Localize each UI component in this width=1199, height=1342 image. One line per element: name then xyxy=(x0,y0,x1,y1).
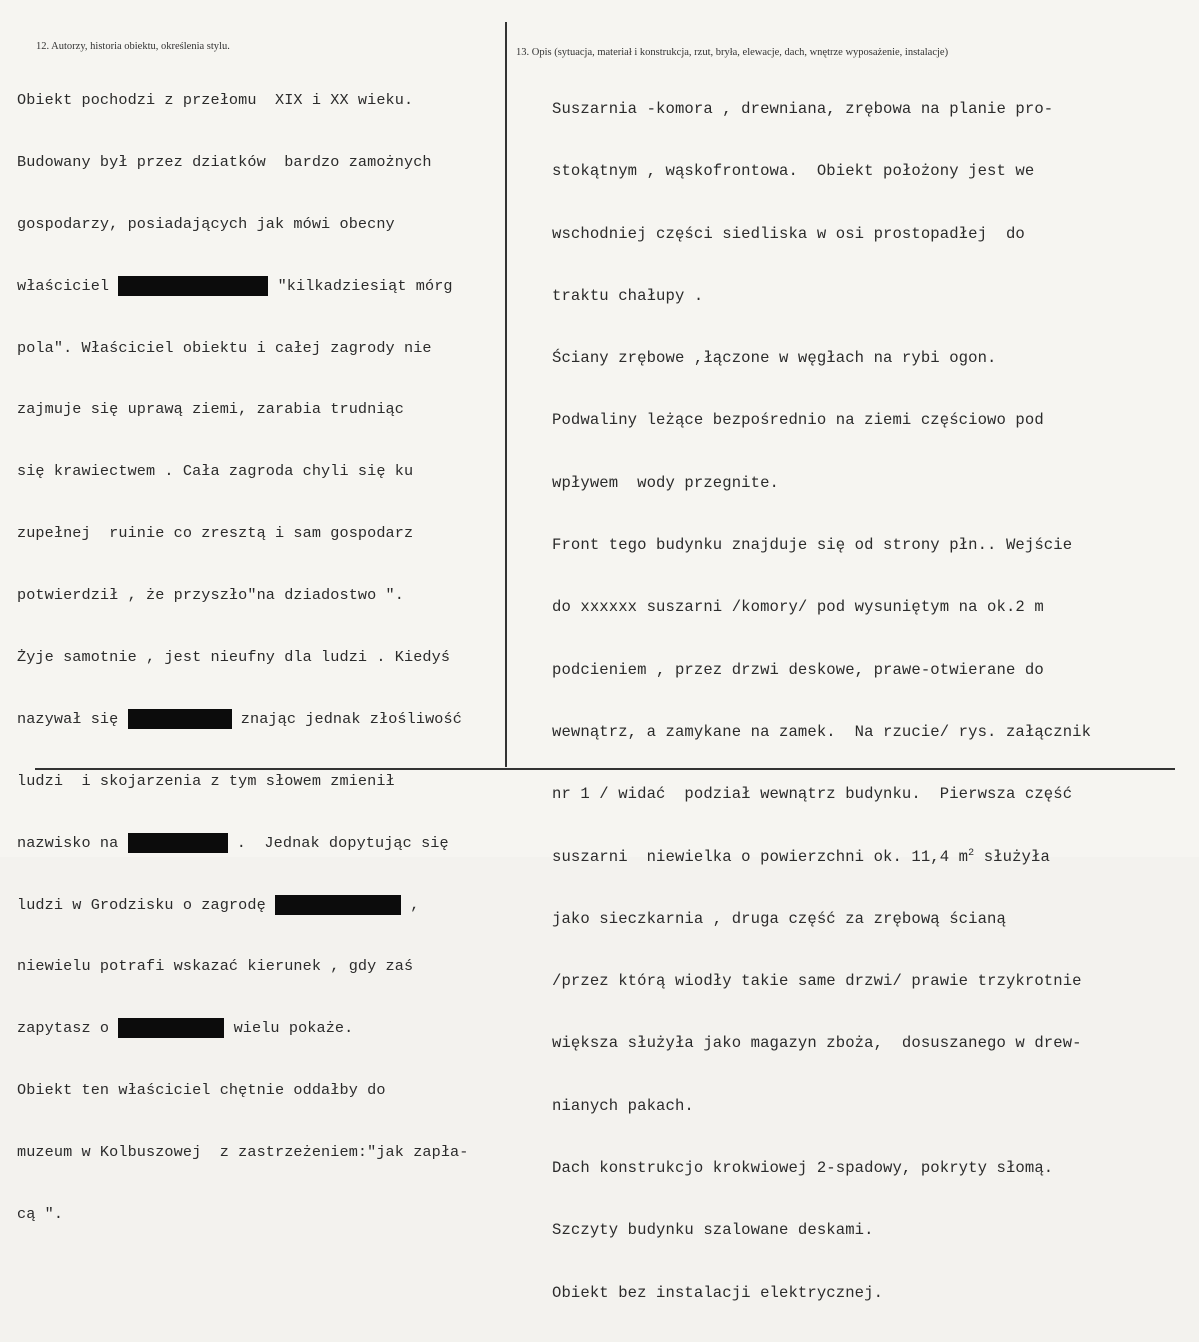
text-line: pola". Właściciel obiektu i całej zagrody nie xyxy=(17,338,432,357)
text-line: Obiekt pochodzi z przełomu XIX i XX wieku. xyxy=(17,91,414,109)
redaction-box xyxy=(128,709,232,729)
section-12-label: 12. Autorzy, historia obiektu, określenia stylu. xyxy=(36,41,230,52)
text-line: zupełnej ruinie co zresztą i sam gospodarz xyxy=(17,524,414,543)
text-line: Budowany był przez dziatków bardzo zamożnych xyxy=(17,152,432,171)
text-line: nr 1 / widać podział wewnątrz budynku. Pierwsza część xyxy=(552,785,1073,804)
text-line: /przez którą wiodły takie same drzwi/ prawie trzykrotnie xyxy=(552,972,1082,991)
text-fragment: . Jednak dopytując się xyxy=(227,833,449,852)
text-line: stokątnym , wąskofrontowa. Obiekt położony jest we xyxy=(552,162,1035,181)
text-line xyxy=(17,707,469,733)
text-line: Suszarnia -komora , drewniana, zrębowa na planie pro- xyxy=(552,100,1054,118)
text-line: Front tego budynku znajduje się od strony płn.. Wejście xyxy=(552,536,1073,555)
superscript: 2 xyxy=(968,847,975,859)
text-fragment: nazwisko na xyxy=(17,833,128,852)
text-fragment: , xyxy=(401,895,420,914)
description-text xyxy=(552,60,1091,1342)
text-line: cą ". xyxy=(17,1205,64,1224)
text-line: niewielu potrafi wskazać kierunek , gdy zaś xyxy=(17,957,414,976)
redaction-box xyxy=(118,276,268,296)
column-divider xyxy=(505,22,507,767)
text-line xyxy=(17,274,469,300)
history-text xyxy=(17,52,469,1264)
text-line: Podwaliny leżące bezpośrednio na ziemi częściowo pod xyxy=(552,411,1044,430)
text-fragment: "kilkadziesiąt mórg xyxy=(268,276,453,295)
text-line xyxy=(17,1016,469,1042)
text-line: muzeum w Kolbuszowej z zastrzeżeniem:"jak zapła- xyxy=(17,1143,469,1162)
text-fragment: znając jednak złośliwość xyxy=(231,709,462,728)
text-line: zajmuje się uprawą ziemi, zarabia trudniąc xyxy=(17,400,404,419)
text-line xyxy=(17,831,469,857)
text-fragment: służyła xyxy=(974,847,1050,866)
text-line: wewnątrz, a zamykane na zamek. Na rzucie/ rys. załącznik xyxy=(552,722,1092,741)
text-line: nianych pakach. xyxy=(552,1096,694,1115)
text-line: Dach konstrukcjo krokwiowej 2-spadowy, pokryty słomą. xyxy=(552,1159,1054,1178)
text-line: wpływem wody przegnite. xyxy=(552,473,779,492)
section-13-label: 13. Opis (sytuacja, materiał i konstrukcja, rzut, bryła, elewacje, dach, wnętrze wyposażenie, instalacje) xyxy=(516,47,949,58)
text-fragment: wielu pokaże. xyxy=(224,1019,354,1038)
text-line: podcieniem , przez drzwi deskowe, prawe-otwierane do xyxy=(552,660,1044,679)
text-fragment: nazywał się xyxy=(17,709,128,728)
text-line: większa służyła jako magazyn zboża, dosuszanego w drew- xyxy=(552,1034,1082,1053)
text-line: ludzi i skojarzenia z tym słowem zmienił xyxy=(17,771,395,790)
text-line: potwierdził , że przyszło"na dziadostwo ". xyxy=(17,586,404,605)
text-line: gospodarzy, posiadających jak mówi obecny xyxy=(17,214,395,233)
text-line: do xxxxxx suszarni /komory/ pod wysuniętym na ok.2 m xyxy=(552,598,1044,617)
redaction-box xyxy=(118,1018,224,1038)
text-line: wschodniej części siedliska w osi prostopadłej do xyxy=(552,224,1025,243)
text-fragment: ludzi w Grodzisku o zagrodę xyxy=(17,895,275,914)
redaction-box xyxy=(128,833,228,853)
text-fragment: suszarni niewielka o powierzchni ok. 11,4 m xyxy=(552,847,969,866)
text-line: traktu chałupy . xyxy=(552,286,704,305)
text-line xyxy=(17,893,469,919)
text-line: Obiekt bez instalacji elektrycznej. xyxy=(552,1283,884,1302)
text-line: Żyje samotnie , jest nieufny dla ludzi . Kiedyś xyxy=(17,648,451,667)
text-line: się krawiectwem . Cała zagroda chyli się ku xyxy=(17,462,414,481)
text-line: Szczyty budynku szalowane deskami. xyxy=(552,1221,874,1240)
text-line: jako sieczkarnia , druga część za zrębową ścianą xyxy=(552,909,1006,928)
text-fragment: właściciel xyxy=(17,276,119,295)
redaction-box xyxy=(275,895,401,915)
text-line: Obiekt ten właściciel chętnie oddałby do xyxy=(17,1081,386,1100)
text-line: Ściany zrębowe ,łączone w węgłach na rybi ogon. xyxy=(552,349,997,368)
text-fragment: zapytasz o xyxy=(17,1019,119,1038)
